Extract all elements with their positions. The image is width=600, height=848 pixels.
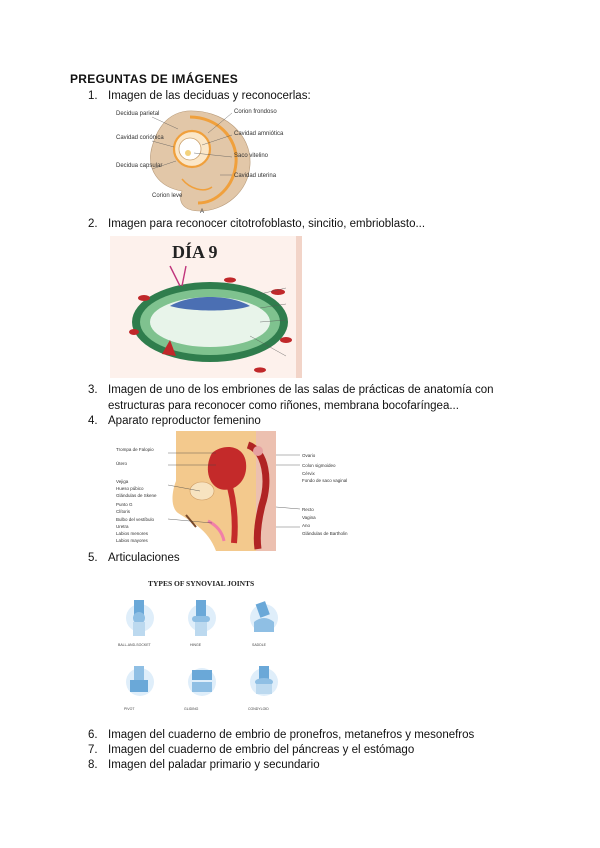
label-recto: Recto <box>302 507 314 512</box>
yolk-sac <box>185 150 191 156</box>
label-punto-g: Punto G <box>116 502 133 507</box>
label-uretra: Uretra <box>116 524 129 529</box>
item-text: Imagen del cuaderno de embrio del páncreas y el estómago <box>108 744 415 756</box>
label-labios-mayores: Labios mayores <box>116 538 148 543</box>
item-number: 1. <box>88 90 98 102</box>
label-cavidad-corionica: Cavidad coriónica <box>116 135 164 141</box>
item-number: 5. <box>88 552 98 564</box>
label-fondo-saco: Fondo de saco vaginal <box>302 478 348 483</box>
item-text: Imagen para reconocer citotrofoblasto, sincitio, embrioblasto... <box>108 218 426 230</box>
synovial-joints-figure <box>114 570 294 716</box>
joint-label-condyloid: CONDYLOID <box>248 707 269 711</box>
label-labios-menores: Labios menores <box>116 531 149 536</box>
question-item-6 <box>88 727 508 743</box>
dia9-figure <box>110 236 302 378</box>
item-text: Imagen del cuaderno de embrio de pronefros, metanefros y mesonefros <box>108 729 475 741</box>
item-text: Articulaciones <box>108 552 180 564</box>
label-cervix: Cérvix <box>302 471 315 476</box>
label-skene: Glándulas de Skene <box>116 493 157 498</box>
joint-label-saddle: SADDLE <box>252 643 267 647</box>
joints-heading: TYPES OF SYNOVIAL JOINTS <box>148 579 255 588</box>
label-saco-vitelino: Saco vitelino <box>234 153 269 159</box>
joint-label-hinge: HINGE <box>190 643 202 647</box>
label-cavidad-amniotica: Cavidad amniótica <box>234 131 284 137</box>
item-number: 7. <box>88 744 98 756</box>
joint-label-pivot: PIVOT <box>124 707 135 711</box>
label-letter-a: A <box>200 209 205 215</box>
item-text: Imagen de uno de los embriones de las salas de prácticas de anatomía con estructuras para reconocer como riñones, membrana bocofaríngea... <box>108 384 494 412</box>
joint-label-gliding: GLIDING <box>184 707 199 711</box>
label-corion-leve: Corion leve <box>152 193 183 199</box>
label-ano: Ano <box>302 523 311 528</box>
question-item-4 <box>88 413 508 429</box>
label-corion-frondoso: Corion frondoso <box>234 109 277 115</box>
question-item-8 <box>88 757 508 773</box>
label-bulbo: Bulbo del vestíbulo <box>116 517 155 522</box>
question-item-1 <box>88 88 508 104</box>
item-number: 6. <box>88 729 98 741</box>
reproductive-figure <box>116 431 352 551</box>
label-bartholin: Glándulas de Bartholin <box>302 531 348 536</box>
label-utero: Útero <box>116 461 128 466</box>
label-vejiga: Vejiga <box>116 479 129 484</box>
page-title: PREGUNTAS DE IMÁGENES <box>70 72 239 86</box>
label-decidua-capsular: Decidua capsular <box>116 163 163 169</box>
ovary-shape <box>253 446 263 456</box>
item-number: 8. <box>88 759 98 771</box>
item-text: Aparato reproductor femenino <box>108 415 261 427</box>
joint-label-ball: BALL-AND-SOCKET <box>118 643 151 647</box>
label-decidua-parietal: Decidua parietal <box>116 111 160 117</box>
question-item-7 <box>88 742 508 758</box>
bladder-shape <box>190 482 214 500</box>
item-text: Imagen de las deciduas y reconocerlas: <box>108 90 311 102</box>
label-ovario: Ovario <box>302 453 316 458</box>
label-cavidad-uterina: Cavidad uterina <box>234 173 277 179</box>
item-text: Imagen del paladar primario y secundario <box>108 759 320 771</box>
item-number: 2. <box>88 218 98 230</box>
decidua-figure <box>112 103 284 215</box>
question-item-5 <box>88 550 508 566</box>
label-trompa: Trompa de Falopio <box>116 447 154 452</box>
amniotic-cavity <box>179 138 201 160</box>
dia9-heading: DÍA 9 <box>172 242 218 262</box>
question-item-3 <box>88 382 508 414</box>
label-clitoris: Clítoris <box>116 509 131 514</box>
item-number: 4. <box>88 415 98 427</box>
question-item-2 <box>88 216 508 232</box>
item-number: 3. <box>88 384 98 396</box>
label-hueso-pubico: Hueso púbico <box>116 486 144 491</box>
label-colon: Colon sigmoideo <box>302 463 336 468</box>
label-vagina: Vagina <box>302 515 316 520</box>
